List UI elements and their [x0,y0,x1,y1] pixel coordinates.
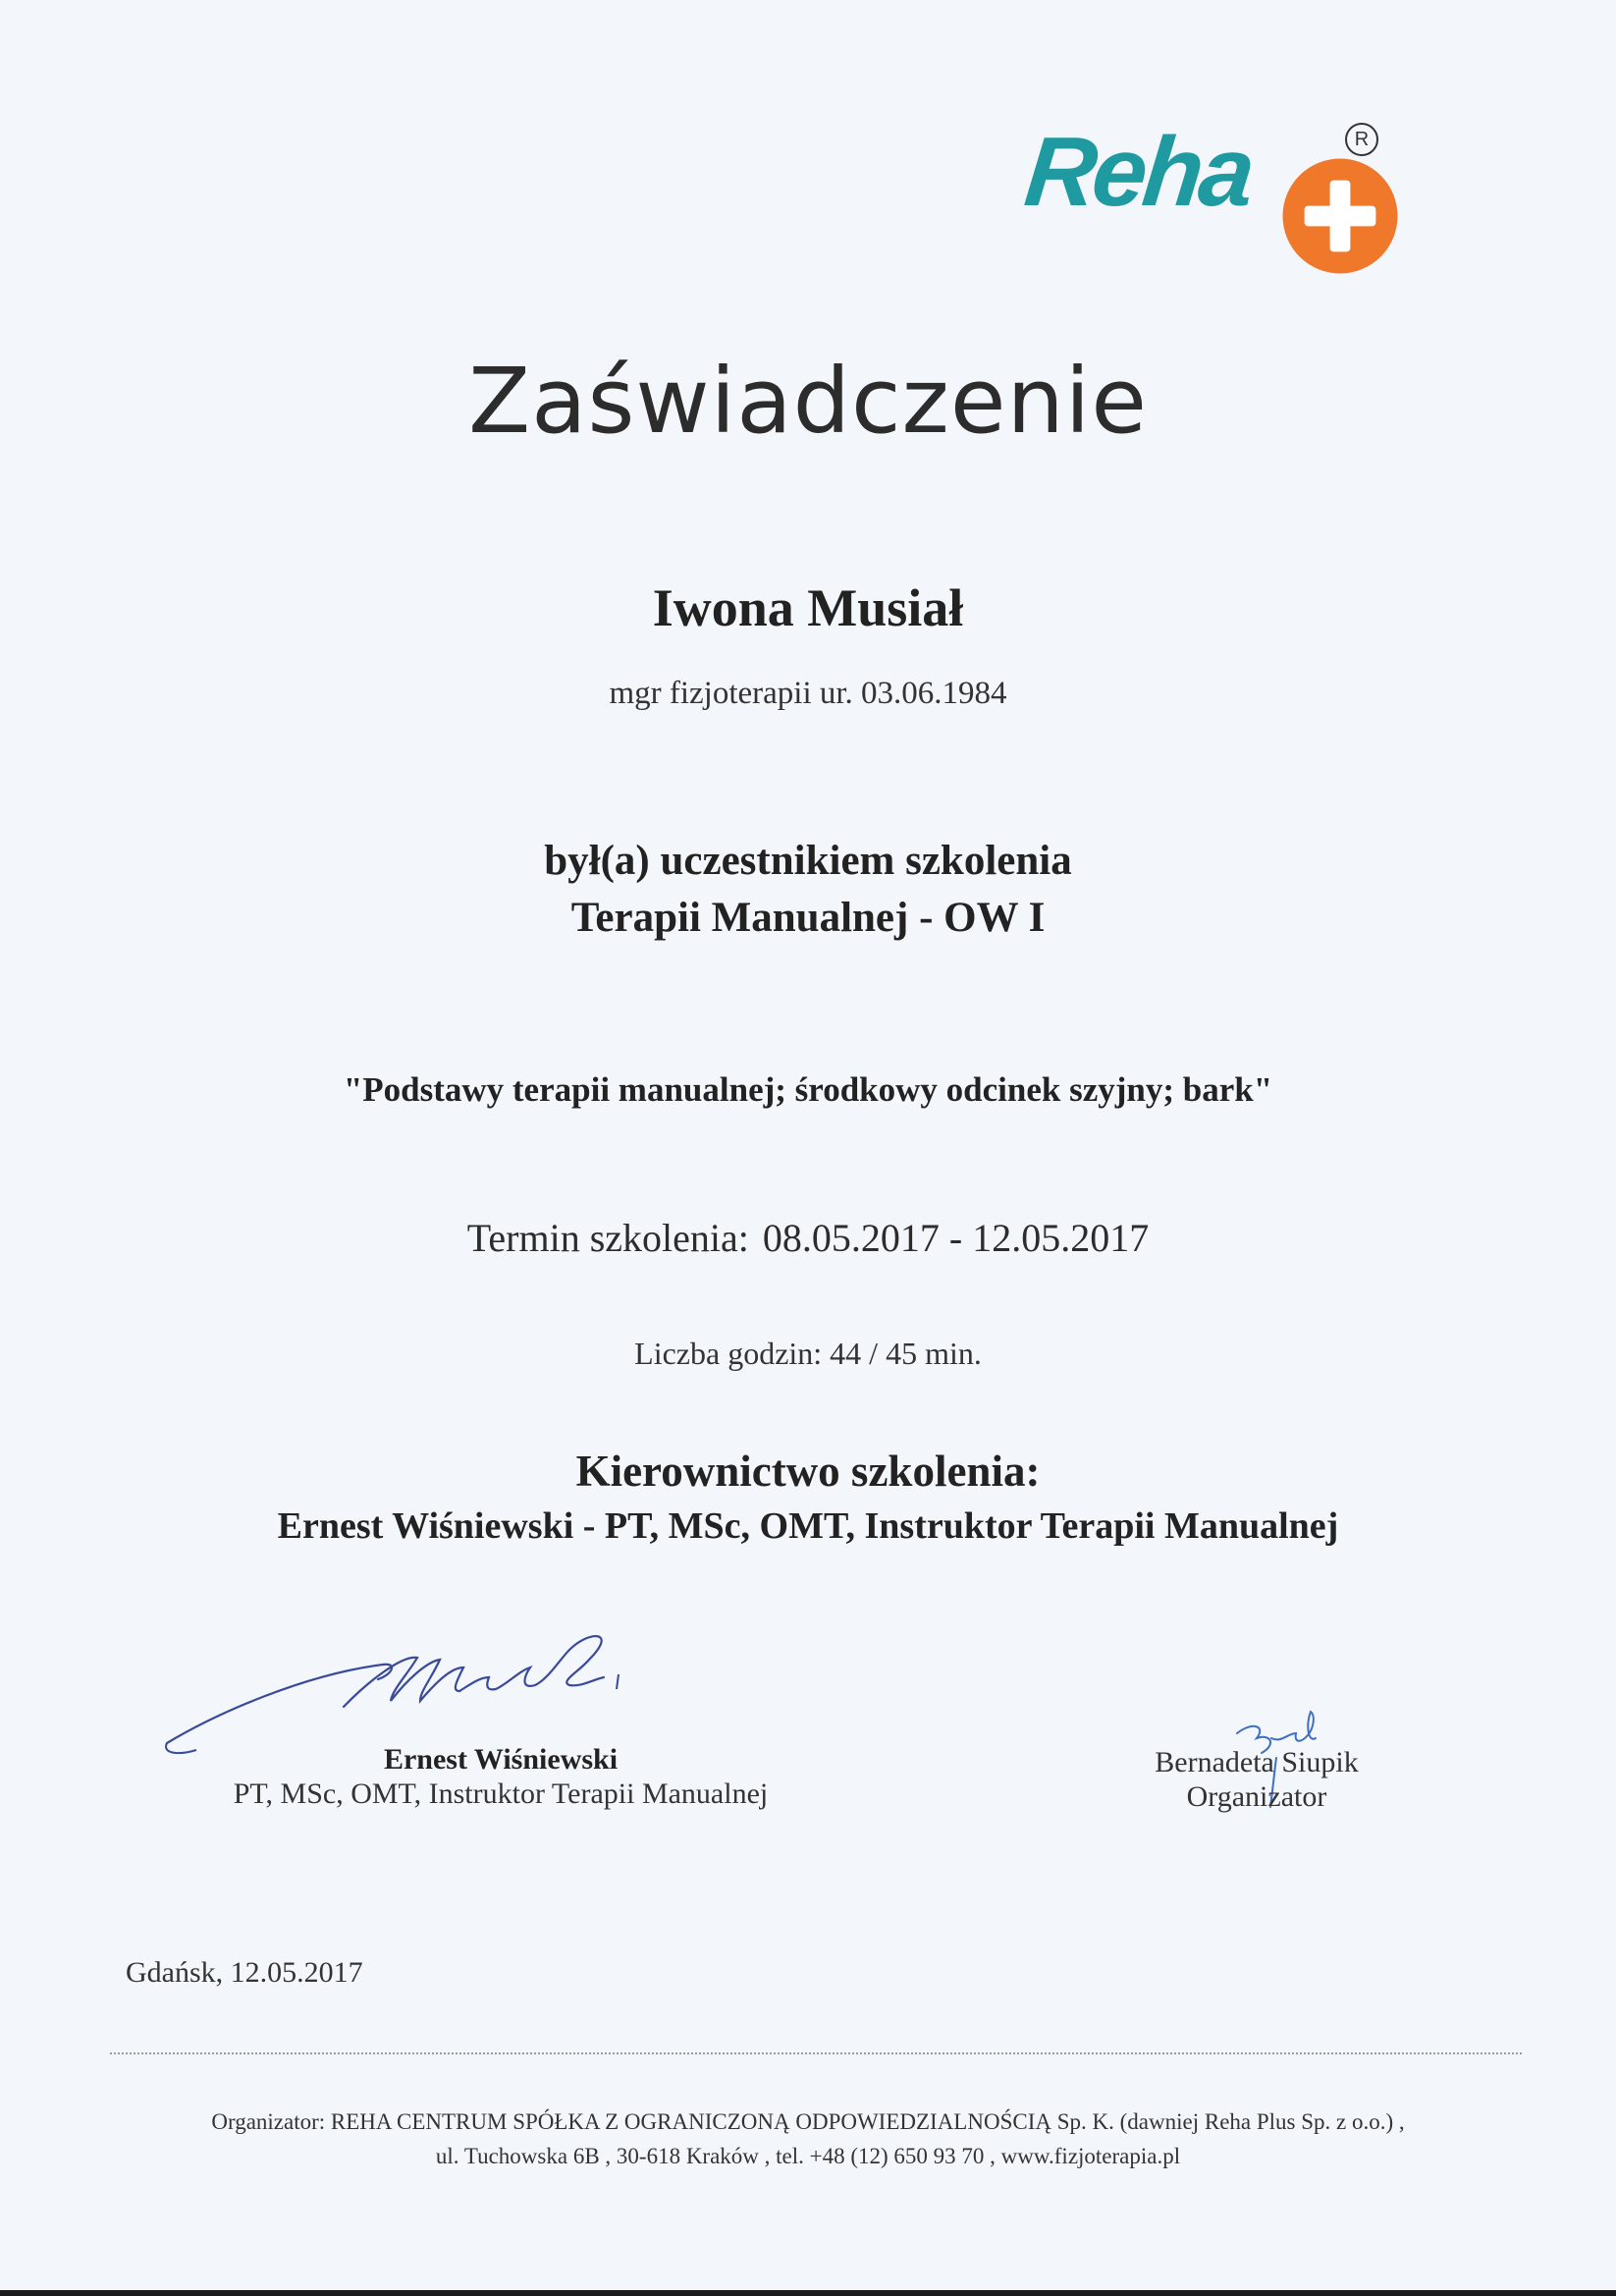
footer-divider [110,2052,1522,2054]
signature-left-role: PT, MSc, OMT, Instruktor Terapii Manualnej [233,1777,769,1810]
page-bottom-edge [0,2290,1616,2296]
training-topic: "Podstawy terapii manualnej; środkowy odcinek szyjny; bark" [343,1070,1273,1109]
signature-left-name: Ernest Wiśniewski [383,1743,619,1776]
training-hours: Liczba godzin: 44 / 45 min. [634,1336,982,1371]
footer-line-1: Organizator: REHA CENTRUM SPÓŁKA Z OGRANICZONĄ ODPOWIEDZIALNOŚCIĄ Sp. K. (dawniej Reha Plus Sp. z o.o.) , [211,2109,1405,2134]
participant-name: Iwona Musiał [652,578,964,637]
reha-logo [1020,113,1399,241]
logo-text: Reha [1020,117,1257,227]
plus-icon [1276,152,1404,280]
leadership-person: Ernest Wiśniewski - PT, MSc, OMT, Instruktor Terapii Manualnej [277,1505,1339,1547]
participant-details: mgr fizjoterapii ur. 03.06.1984 [609,676,1007,711]
training-line-2: Terapii Manualnej - OW I [570,895,1046,941]
place-date: Gdańsk, 12.05.2017 [126,1956,363,1989]
term-label: Termin szkolenia: [466,1216,749,1260]
leadership-block [0,1444,1616,1554]
footer [0,2105,1616,2173]
training-statement [0,833,1616,947]
signature-right-name: Bernadeta Siupik [1155,1746,1359,1778]
certificate-title: Zaświadczenie [468,349,1148,454]
footer-line-2: ul. Tuchowska 6B , 30-618 Kraków , tel. +48 (12) 650 93 70 , www.fizjoterapia.pl [435,2144,1181,2168]
training-line-1: był(a) uczestnikiem szkolenia [544,838,1072,884]
signature-right-role: Organizator [1186,1780,1327,1813]
registered-mark: R [1345,123,1378,156]
term-dates: 08.05.2017 - 12.05.2017 [762,1216,1150,1260]
leadership-heading: Kierownictwo szkolenia: [575,1447,1041,1496]
training-term [0,1215,1616,1261]
